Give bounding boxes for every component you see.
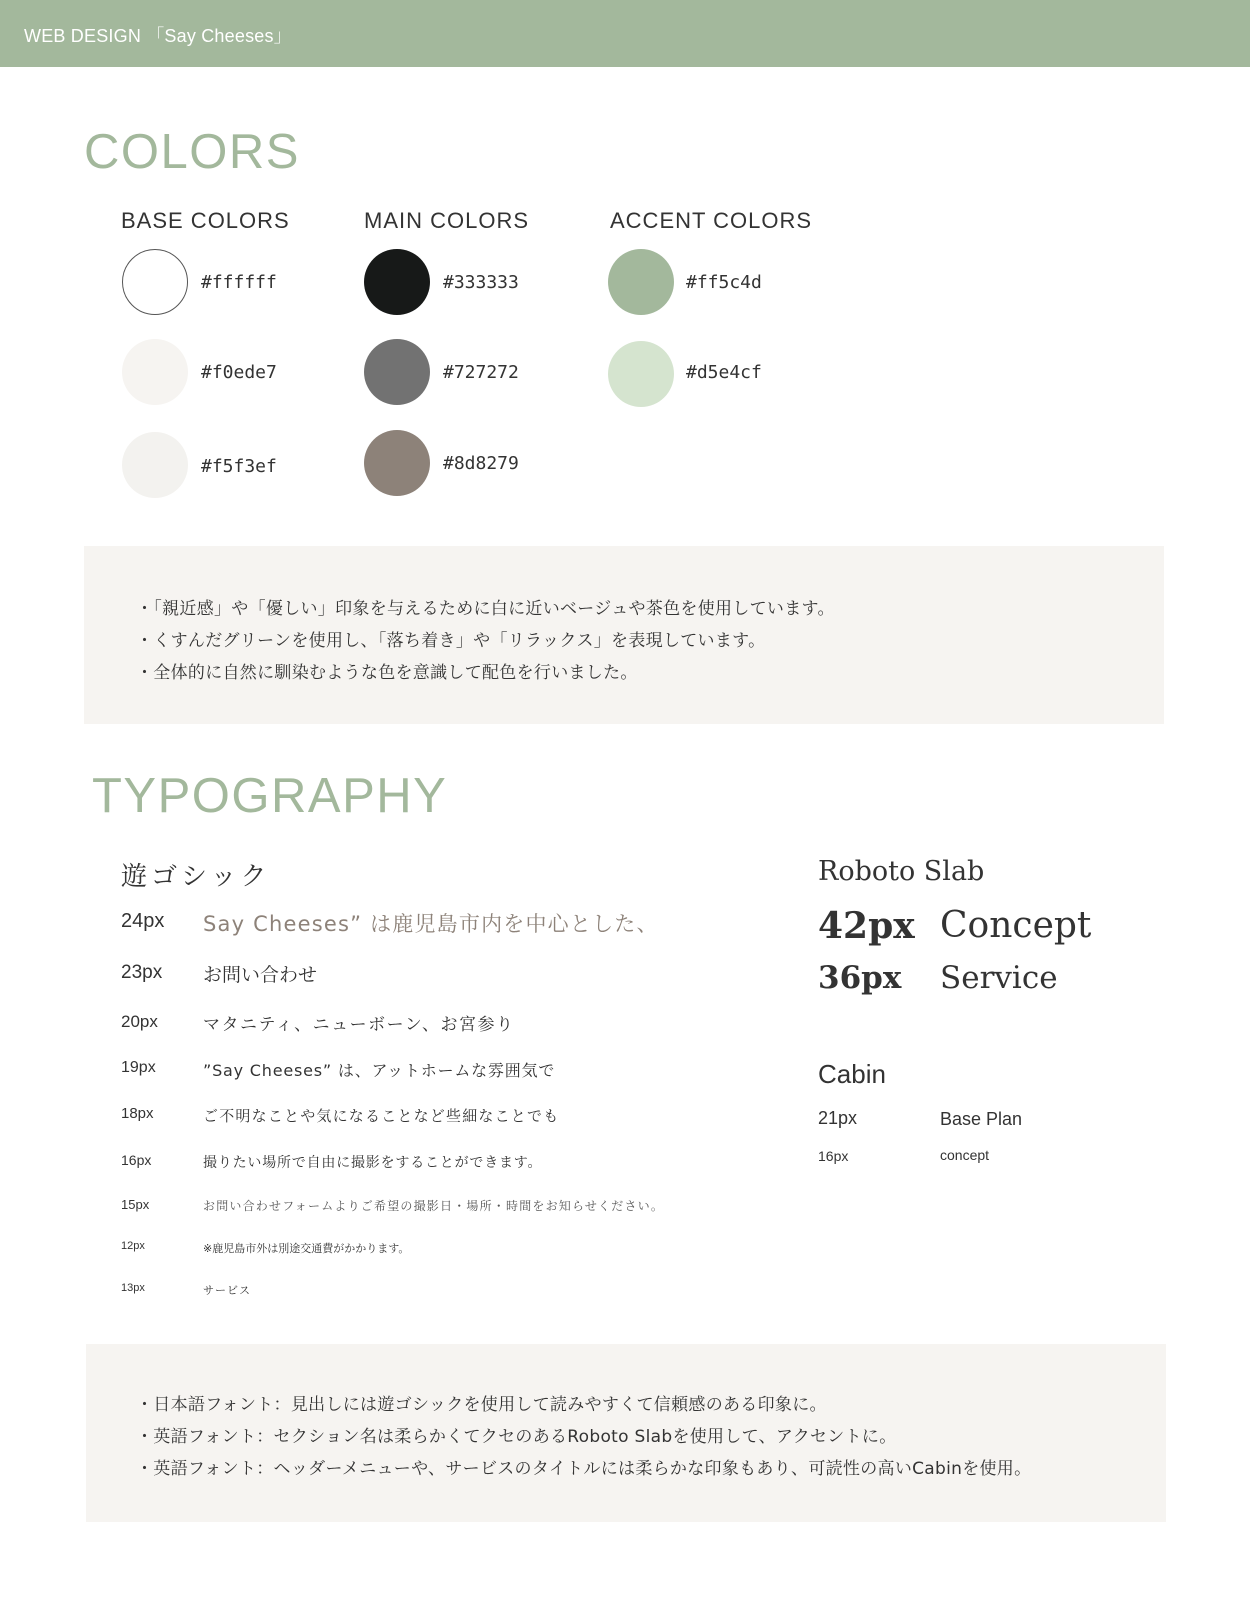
sample-text: サービス xyxy=(203,1284,251,1297)
size-label: 16px xyxy=(121,1152,152,1168)
size-label: 16px xyxy=(818,1148,849,1164)
size-label: 13px xyxy=(121,1282,145,1294)
sample-text: Base Plan xyxy=(940,1109,1023,1129)
colors-note: ・くすんだグリーンを使用し、「落ち着き」や「リラックス」を表現しています。 xyxy=(136,631,766,651)
hex-label: #727272 xyxy=(443,362,519,383)
colors-note: ・「親近感」や「優しい」印象を与えるために白に近いベージュや茶色を使用しています。 xyxy=(136,599,835,619)
typography-note: ・英語フォント：ヘッダーメニューや、サービスのタイトルには柔らかな印象もあり、可読性の高いCabinを使用。 xyxy=(136,1459,1032,1479)
typography-note: ・英語フォント：セクション名は柔らかくてクセのあるRoboto Slabを使用して、アクセントに。 xyxy=(136,1427,897,1447)
hex-label: #ff5c4d xyxy=(686,272,762,293)
typography-note: ・日本語フォント：見出しには遊ゴシックを使用して読みやすくて信頼感のある印象に。 xyxy=(136,1395,827,1415)
hex-label: #f0ede7 xyxy=(201,362,277,383)
size-label: 23px xyxy=(121,962,163,983)
sample-text: concept xyxy=(940,1147,990,1163)
hex-label: #8d8279 xyxy=(443,453,519,474)
cabin-name: Cabin xyxy=(818,1059,886,1089)
sample-text: Concept xyxy=(940,905,1092,946)
swatch-727272 xyxy=(364,339,430,405)
size-label: 18px xyxy=(121,1105,154,1122)
size-label: 19px xyxy=(121,1059,156,1076)
jp-font-name: 遊ゴシック xyxy=(121,862,271,892)
header-title: WEB DESIGN 「Say Cheeses」 xyxy=(24,26,292,46)
hex-label: #ffffff xyxy=(201,272,277,293)
sample-text: ※鹿児島市外は別途交通費がかかります。 xyxy=(203,1242,410,1255)
hex-label: #d5e4cf xyxy=(686,362,762,383)
size-label: 21px xyxy=(818,1108,858,1128)
sample-text: ご不明なことや気になることなど些細なことでも xyxy=(203,1107,560,1125)
typography-title: TYPOGRAPHY xyxy=(92,769,448,823)
sample-text: お問い合わせフォームよりご希望の撮影日・場所・時間をお知らせください。 xyxy=(203,1199,665,1213)
colors-title: COLORS xyxy=(84,125,300,179)
sample-text: 撮りたい場所で自由に撮影をすることができます。 xyxy=(203,1155,543,1171)
swatch-333333 xyxy=(364,249,430,315)
swatch-d5e4cf xyxy=(608,341,674,407)
sample-text: ”Say Cheeses” は、アットホームな雰囲気で xyxy=(203,1061,556,1080)
sample-text: お問い合わせ xyxy=(203,964,318,986)
size-label: 12px xyxy=(121,1240,145,1252)
swatch-8d8279 xyxy=(364,430,430,496)
size-label: 24px xyxy=(121,910,165,932)
size-label: 42px xyxy=(818,905,915,947)
swatch-ffffff xyxy=(122,249,188,315)
swatch-f5f3ef xyxy=(122,432,188,498)
sample-text: Say Cheeses” は鹿児島市内を中心とした、 xyxy=(203,912,659,936)
swatch-f0ede7 xyxy=(122,339,188,405)
size-label: 20px xyxy=(121,1012,158,1031)
size-label: 15px xyxy=(121,1197,150,1212)
swatch-ff5c4d xyxy=(608,249,674,315)
sample-text: Service xyxy=(940,960,1058,996)
main-colors-heading: MAIN COLORS xyxy=(364,208,530,233)
sample-text: マタニティ、ニューボーン、お宮参り xyxy=(203,1015,515,1035)
accent-colors-heading: ACCENT COLORS xyxy=(610,208,813,233)
base-colors-heading: BASE COLORS xyxy=(121,208,290,233)
hex-label: #f5f3ef xyxy=(201,456,277,477)
roboto-slab-name: Roboto Slab xyxy=(818,856,985,887)
size-label: 36px xyxy=(818,960,902,996)
colors-note: ・全体的に自然に馴染むような色を意識して配色を行いました。 xyxy=(136,663,638,683)
hex-label: #333333 xyxy=(443,272,519,293)
